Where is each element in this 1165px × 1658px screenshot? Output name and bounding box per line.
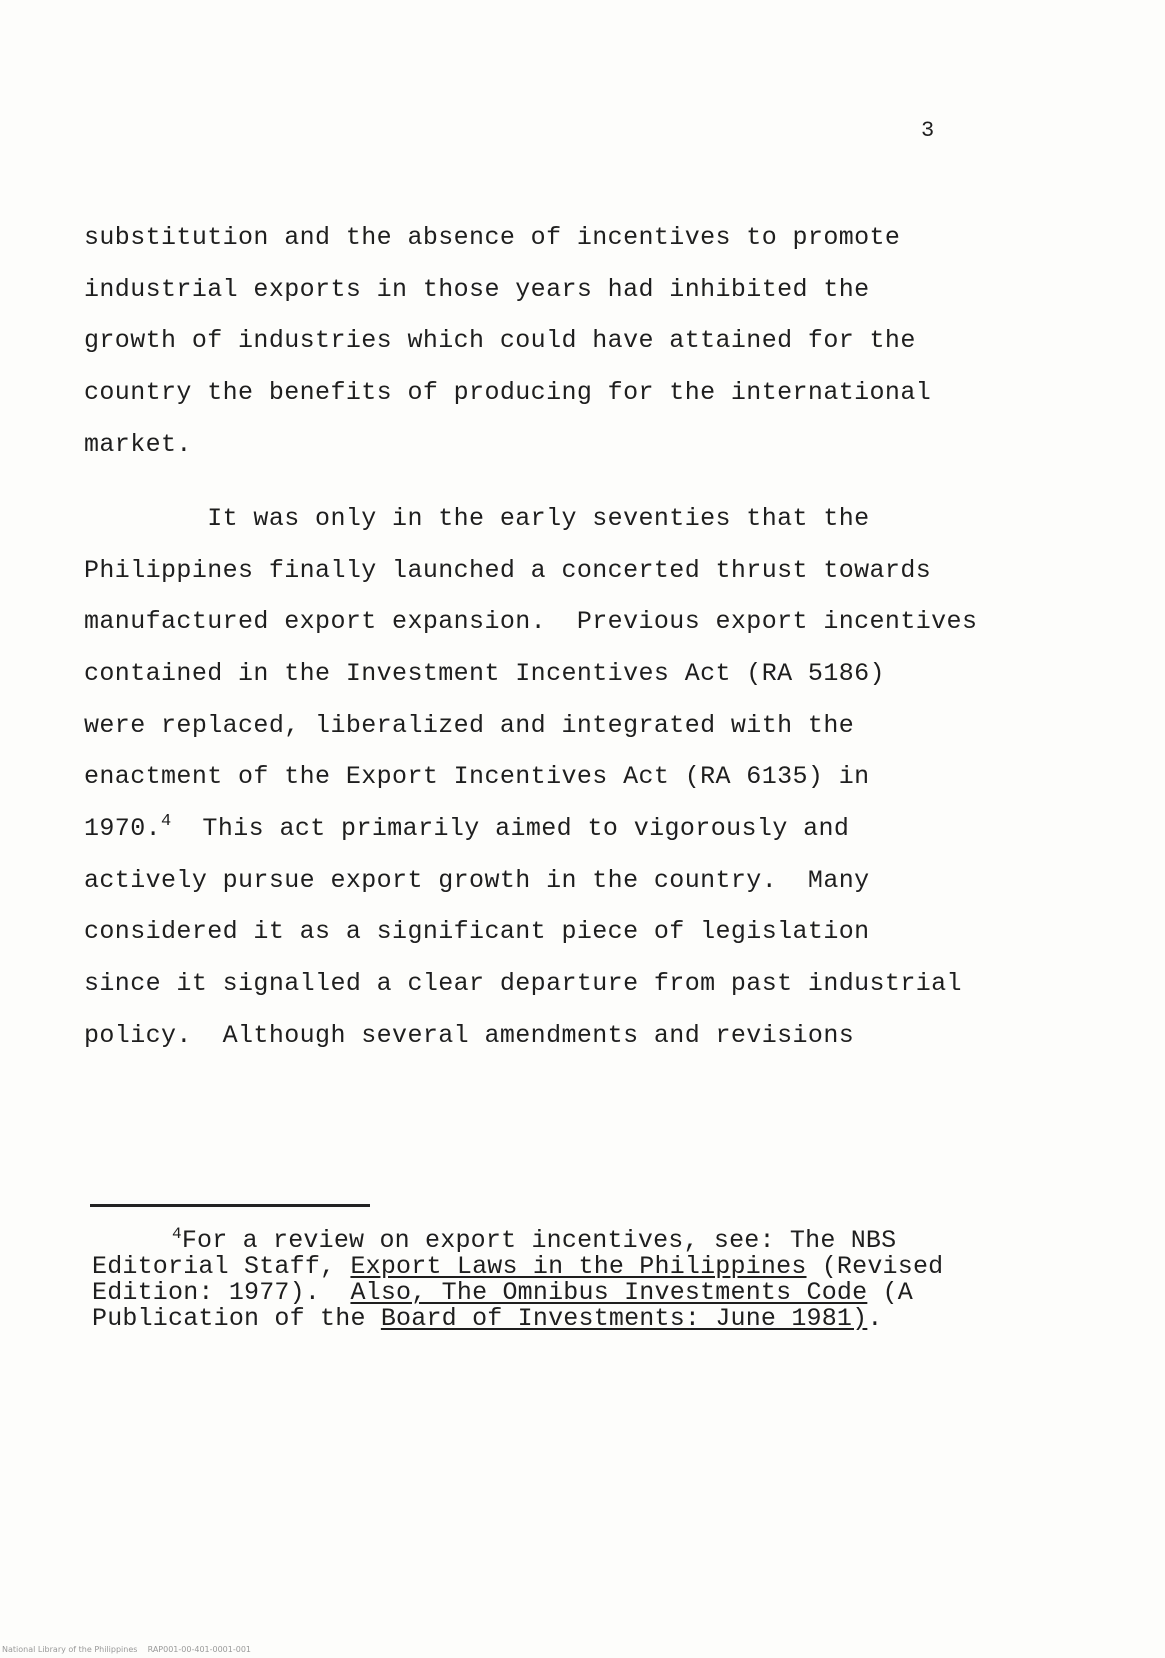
footnote-separator bbox=[90, 1204, 370, 1207]
text-span: . bbox=[867, 1304, 883, 1333]
text-line: since it signalled a clear departure from past industrial bbox=[84, 969, 962, 998]
scan-footer-text: National Library of the Philippines RAP001-00-401-0001-001 bbox=[2, 1645, 252, 1654]
footnote-line bbox=[92, 1306, 883, 1332]
footnote-marker: 4 bbox=[172, 1225, 182, 1243]
text-line: industrial exports in those years had inhibited the bbox=[84, 275, 870, 304]
text-line: Philippines finally launched a concerted thrust towards bbox=[84, 556, 932, 585]
text-line: substitution and the absence of incentives to promote bbox=[84, 223, 901, 252]
text-line: manufactured export expansion. Previous export incentives bbox=[84, 607, 978, 636]
text-line: were replaced, liberalized and integrated with the bbox=[84, 711, 855, 740]
text-line: actively pursue export growth in the country. Many bbox=[84, 866, 870, 895]
citation-title: Also, The Omnibus Investments Code bbox=[350, 1278, 868, 1307]
text-line: country the benefits of producing for the international bbox=[84, 378, 932, 407]
text-span: Editorial Staff, bbox=[92, 1252, 351, 1281]
text-span: Edition: 1977). bbox=[92, 1278, 351, 1307]
text-span: For a review on export incentives, see: The NBS bbox=[181, 1226, 897, 1255]
footnote-line bbox=[92, 1280, 913, 1306]
text-line: considered it as a significant piece of legislation bbox=[84, 917, 870, 946]
text-line: It was only in the early seventies that the bbox=[84, 504, 870, 533]
text-line: contained in the Investment Incentives Act (RA 5186) bbox=[84, 659, 885, 688]
text-span: 1970. bbox=[84, 814, 162, 843]
text-line: growth of industries which could have attained for the bbox=[84, 326, 916, 355]
footnote-line bbox=[92, 1254, 943, 1280]
text-line: market. bbox=[84, 430, 192, 459]
text-span: Publication of the bbox=[92, 1304, 381, 1333]
page-number: 3 bbox=[921, 118, 935, 143]
text-line: enactment of the Export Incentives Act (RA 6135) in bbox=[84, 762, 870, 791]
footnote-reference: 4 bbox=[161, 812, 172, 831]
text-span: This act primarily aimed to vigorously and bbox=[171, 814, 850, 843]
text-span: (Revised bbox=[806, 1252, 944, 1281]
citation-title: Board of Investments: June 1981) bbox=[380, 1304, 868, 1333]
text-line: policy. Although several amendments and revisions bbox=[84, 1021, 855, 1050]
text-span: (A bbox=[867, 1278, 913, 1307]
citation-title: Export Laws in the Philippines bbox=[350, 1252, 807, 1281]
text-line-with-footnote bbox=[84, 814, 849, 843]
